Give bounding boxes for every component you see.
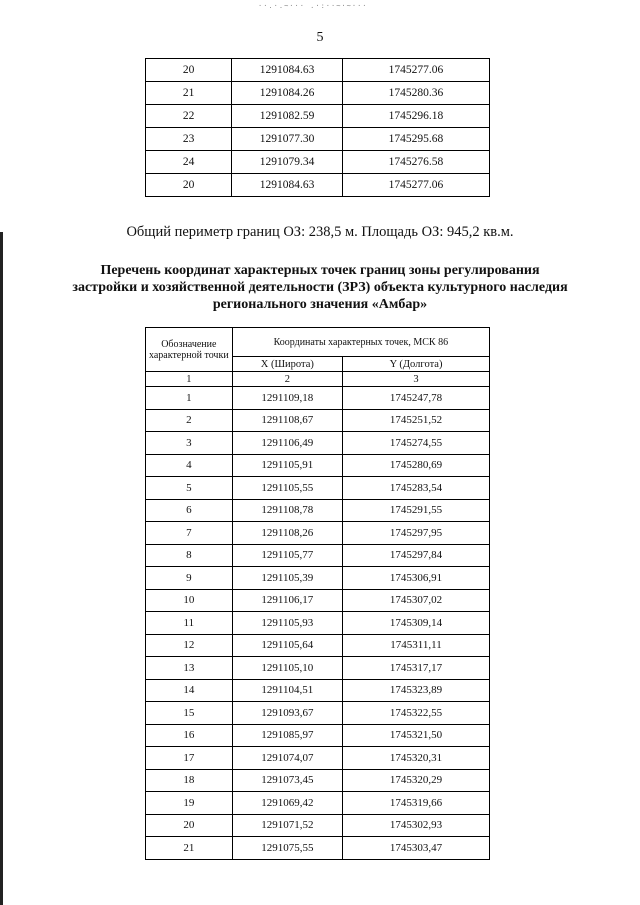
x-coordinate-cell: 1291093,67 [232, 702, 342, 725]
x-coordinate-cell: 1291105,93 [232, 612, 342, 635]
column-number-1: 1 [146, 372, 233, 387]
header-point-designation: Обозначение характерной точки [146, 328, 233, 372]
column-number-3: 3 [343, 372, 490, 387]
scan-artifact: ··.·.~··· .·:··~·~··· [258, 2, 368, 10]
table-row [146, 612, 490, 635]
point-number-cell: 6 [146, 499, 233, 522]
table-row [146, 477, 490, 500]
table-row [146, 174, 490, 197]
point-number-cell: 7 [146, 522, 233, 545]
y-coordinate-cell: 1745280,69 [343, 454, 490, 477]
table-row [146, 454, 490, 477]
y-coordinate-cell: 1745277.06 [342, 174, 489, 197]
point-number-cell: 1 [146, 387, 233, 410]
y-coordinate-cell: 1745322,55 [343, 702, 490, 725]
table-row [146, 792, 490, 815]
y-coordinate-cell: 1745296.18 [342, 105, 489, 128]
x-coordinate-cell: 1291105,77 [232, 544, 342, 567]
perimeter-area-summary: Общий периметр границ ОЗ: 238,5 м. Площадь ОЗ: 945,2 кв.м. [126, 224, 514, 240]
x-coordinate-cell: 1291084.63 [232, 174, 343, 197]
x-coordinate-cell: 1291105,64 [232, 634, 342, 657]
y-coordinate-cell: 1745297,95 [343, 522, 490, 545]
x-coordinate-cell: 1291074,07 [232, 747, 342, 770]
x-coordinate-cell: 1291075,55 [232, 837, 342, 860]
y-coordinate-cell: 1745283,54 [343, 477, 490, 500]
continued-coordinates-table [145, 58, 490, 197]
y-coordinate-cell: 1745307,02 [343, 589, 490, 612]
y-coordinate-cell: 1745247,78 [343, 387, 490, 410]
point-number-cell: 16 [146, 724, 233, 747]
table-row [146, 544, 490, 567]
point-number-cell: 10 [146, 589, 233, 612]
point-number-cell: 21 [146, 82, 232, 105]
point-number-cell: 12 [146, 634, 233, 657]
x-coordinate-cell: 1291108,67 [232, 409, 342, 432]
point-number-cell: 19 [146, 792, 233, 815]
table-row [146, 747, 490, 770]
table-row [146, 724, 490, 747]
y-coordinate-cell: 1745321,50 [343, 724, 490, 747]
header-x: X (Широта) [232, 357, 342, 372]
table-row [146, 679, 490, 702]
table-row [146, 151, 490, 174]
table-row [146, 522, 490, 545]
y-coordinate-cell: 1745251,52 [343, 409, 490, 432]
point-number-cell: 5 [146, 477, 233, 500]
table-row [146, 657, 490, 680]
y-coordinate-cell: 1745319,66 [343, 792, 490, 815]
y-coordinate-cell: 1745277.06 [342, 59, 489, 82]
point-number-cell: 4 [146, 454, 233, 477]
section-heading: Перечень координат характерных точек границ зоны регулирования застройки и хозяйственной деятельности (ЗРЗ) объекта культурного наследия регионального значения «Амбар» [72, 263, 568, 312]
header-coordinates: Координаты характерных точек, МСК 86 [232, 328, 489, 357]
column-number-2: 2 [232, 372, 342, 387]
x-coordinate-cell: 1291106,49 [232, 432, 342, 455]
table-row [146, 702, 490, 725]
y-coordinate-cell: 1745297,84 [343, 544, 490, 567]
point-number-cell: 13 [146, 657, 233, 680]
table-row [146, 409, 490, 432]
x-coordinate-cell: 1291077.30 [232, 128, 343, 151]
point-number-cell: 20 [146, 59, 232, 82]
point-number-cell: 3 [146, 432, 233, 455]
table-row [146, 105, 490, 128]
table-row [146, 589, 490, 612]
table-row [146, 59, 490, 82]
table-row [146, 387, 490, 410]
y-coordinate-cell: 1745309,14 [343, 612, 490, 635]
point-number-cell: 2 [146, 409, 233, 432]
x-coordinate-cell: 1291108,78 [232, 499, 342, 522]
y-coordinate-cell: 1745317,17 [343, 657, 490, 680]
point-number-cell: 21 [146, 837, 233, 860]
point-number-cell: 8 [146, 544, 233, 567]
point-number-cell: 20 [146, 174, 232, 197]
x-coordinate-cell: 1291105,10 [232, 657, 342, 680]
y-coordinate-cell: 1745320,31 [343, 747, 490, 770]
point-number-cell: 9 [146, 567, 233, 590]
y-coordinate-cell: 1745295.68 [342, 128, 489, 151]
x-coordinate-cell: 1291104,51 [232, 679, 342, 702]
table-row [146, 567, 490, 590]
y-coordinate-cell: 1745320,29 [343, 769, 490, 792]
x-coordinate-cell: 1291082.59 [232, 105, 343, 128]
y-coordinate-cell: 1745306,91 [343, 567, 490, 590]
x-coordinate-cell: 1291073,45 [232, 769, 342, 792]
table-row [146, 634, 490, 657]
y-coordinate-cell: 1745276.58 [342, 151, 489, 174]
table-row [146, 499, 490, 522]
header-y: Y (Долгота) [343, 357, 490, 372]
y-coordinate-cell: 1745302,93 [343, 814, 490, 837]
x-coordinate-cell: 1291085,97 [232, 724, 342, 747]
table-row [146, 814, 490, 837]
point-number-cell: 20 [146, 814, 233, 837]
x-coordinate-cell: 1291079.34 [232, 151, 343, 174]
table-row [146, 432, 490, 455]
y-coordinate-cell: 1745323,89 [343, 679, 490, 702]
point-number-cell: 14 [146, 679, 233, 702]
point-number-cell: 24 [146, 151, 232, 174]
x-coordinate-cell: 1291105,55 [232, 477, 342, 500]
y-coordinate-cell: 1745291,55 [343, 499, 490, 522]
point-number-cell: 17 [146, 747, 233, 770]
y-coordinate-cell: 1745280.36 [342, 82, 489, 105]
point-number-cell: 18 [146, 769, 233, 792]
table-row [146, 82, 490, 105]
point-number-cell: 23 [146, 128, 232, 151]
y-coordinate-cell: 1745303,47 [343, 837, 490, 860]
table-row [146, 837, 490, 860]
x-coordinate-cell: 1291071,52 [232, 814, 342, 837]
x-coordinate-cell: 1291108,26 [232, 522, 342, 545]
x-coordinate-cell: 1291069,42 [232, 792, 342, 815]
x-coordinate-cell: 1291109,18 [232, 387, 342, 410]
table-row [146, 769, 490, 792]
page-number: 5 [316, 30, 324, 45]
scan-edge-line [0, 232, 3, 905]
point-number-cell: 15 [146, 702, 233, 725]
table-row [146, 128, 490, 151]
x-coordinate-cell: 1291106,17 [232, 589, 342, 612]
point-number-cell: 22 [146, 105, 232, 128]
x-coordinate-cell: 1291105,91 [232, 454, 342, 477]
x-coordinate-cell: 1291105,39 [232, 567, 342, 590]
x-coordinate-cell: 1291084.26 [232, 82, 343, 105]
zrz-coordinates-table [145, 327, 490, 860]
y-coordinate-cell: 1745274,55 [343, 432, 490, 455]
y-coordinate-cell: 1745311,11 [343, 634, 490, 657]
x-coordinate-cell: 1291084.63 [232, 59, 343, 82]
point-number-cell: 11 [146, 612, 233, 635]
